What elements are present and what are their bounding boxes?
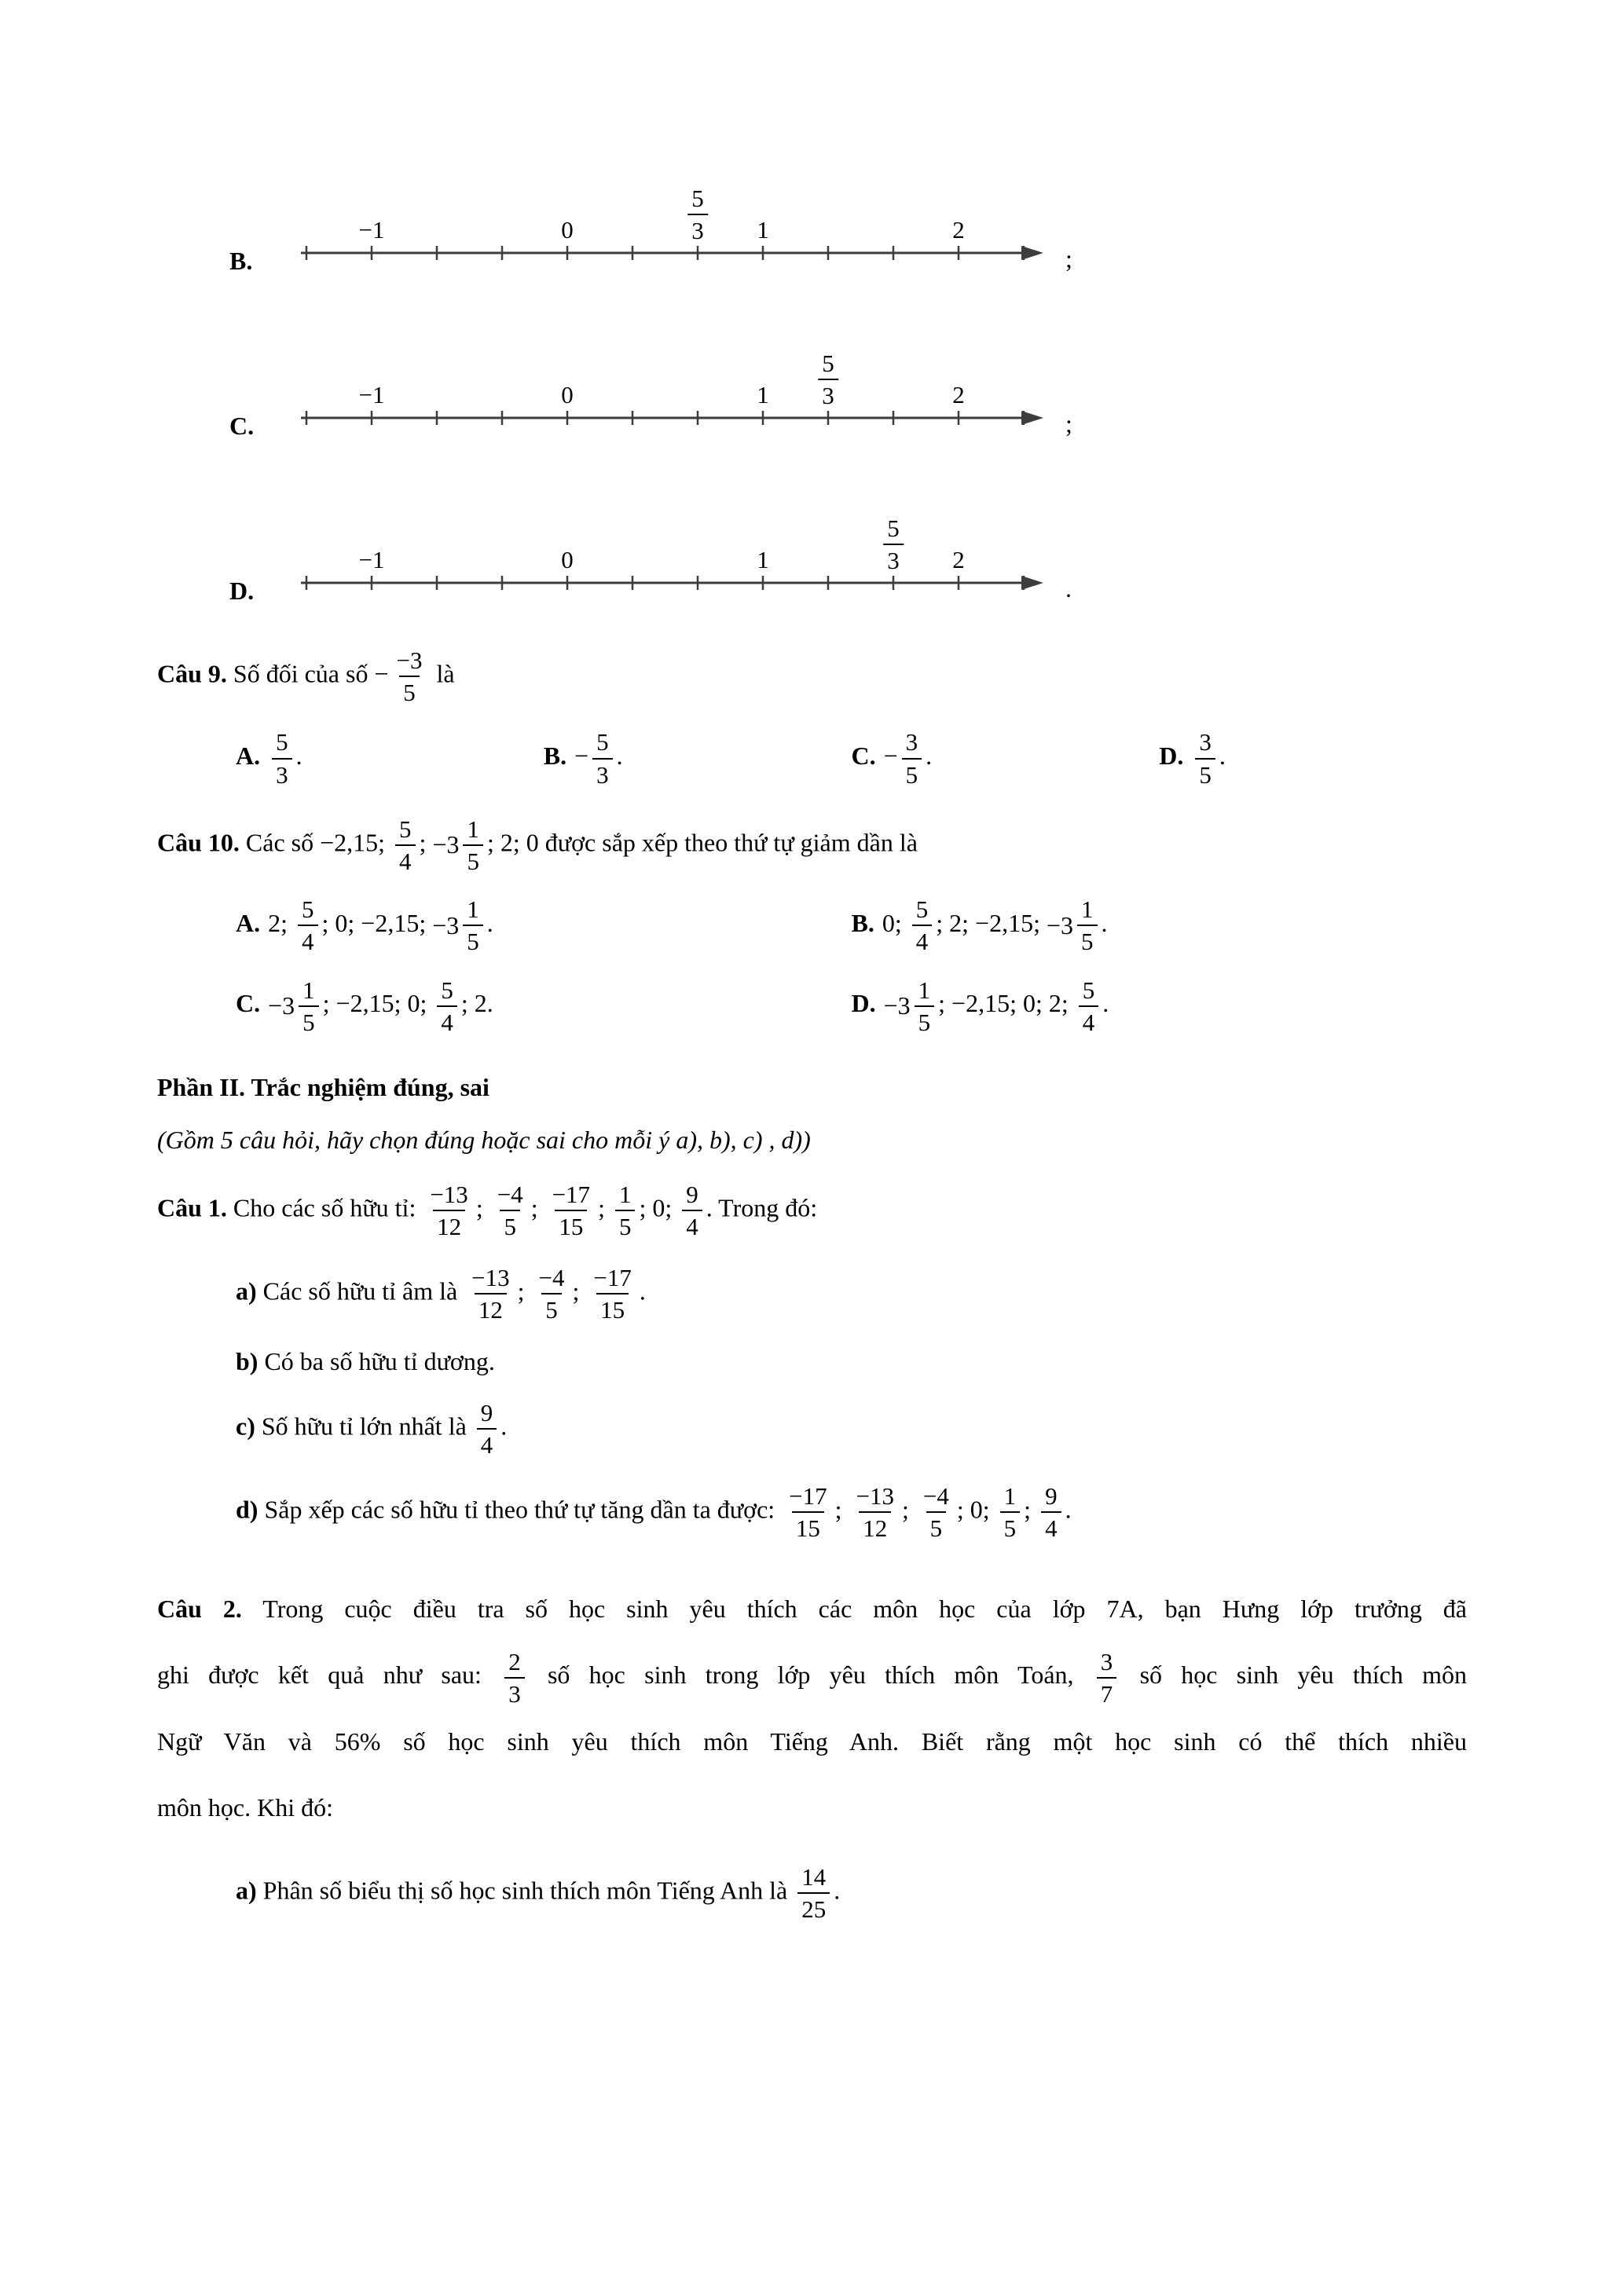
numberline-axis — [281, 152, 1051, 278]
numberline-number-label: 1 — [757, 216, 769, 244]
part2-question-1-statement-a: a) Các số hữu tỉ âm là $\frac{-13}{12}$ ; $\frac{-4}{5}$ ; $\frac{-17}{15}$ . — [236, 1264, 646, 1324]
mixed-number: −3 $\frac{1}{5}$ — [1047, 895, 1102, 956]
numberline-diagram-d — [281, 482, 1051, 608]
fraction: $\frac{3}{5}$ — [1195, 727, 1215, 789]
fraction: $\frac{-3}{5}$ — [396, 646, 423, 707]
option-label: D. — [229, 577, 255, 605]
part2-question-2-text — [157, 1576, 1467, 1840]
option-label: B. — [543, 741, 567, 770]
fraction: $\frac{2}{3}$ — [504, 1647, 525, 1708]
numberline-diagram-c — [281, 317, 1051, 443]
question-10-option-c — [236, 976, 852, 1037]
fraction: $\frac{5}{4}$ — [1079, 976, 1099, 1037]
numberline-number-label: 1 — [757, 546, 769, 573]
question-9-options — [236, 727, 1467, 789]
fraction: $\frac{-17}{15}$ — [552, 1180, 591, 1241]
question-10-text: Câu 10. Các số −2,15; $\frac{5}{4}$ ; −3 $\frac{1}{5}$ ; 2; 0 được sắp xếp theo thứ tự giảm dần là — [157, 815, 918, 875]
paragraph-line: môn học. Khi đó: — [157, 1793, 333, 1822]
fraction: $\frac{5}{3}$ — [883, 514, 904, 575]
fraction: $\frac{-17}{15}$ — [593, 1264, 632, 1324]
numberline-number-label: 2 — [952, 546, 965, 573]
fraction: $\frac{9}{4}$ — [682, 1180, 702, 1241]
option-value: −3 $\frac{1}{5}$ ; −2,15; 0; $\frac{5}{4}$ ; 2. — [268, 976, 493, 1036]
fraction: $\frac{5}{4}$ — [912, 895, 933, 956]
part2-question-1-statement-b: b) Có ba số hữu tỉ dương. — [236, 1346, 495, 1375]
part2-question-2-statement-a: a) Phân số biểu thị số học sinh thích môn Tiếng Anh là $\frac{14}{25}$ . — [236, 1863, 841, 1924]
numberline-diagram-b — [281, 152, 1051, 278]
fraction: $\frac{-17}{15}$ — [789, 1482, 827, 1543]
paragraph-line: Câu 2. Trong cuộc điều tra số học sinh yêu thích các môn học của lớp 7A, bạn Hưng lớp trưởng đã — [157, 1595, 1468, 1624]
fraction: $\frac{9}{4}$ — [477, 1398, 497, 1459]
numberline-number-label: 2 — [952, 216, 965, 244]
option-label: D. — [851, 989, 876, 1018]
option-label: C. — [229, 412, 255, 440]
question-9-option-c — [852, 727, 1160, 789]
numberline-number-label: 0 — [561, 546, 574, 573]
numberline-axis — [281, 317, 1051, 443]
numberline-number-label: −1 — [358, 216, 385, 244]
fraction: $\frac{5}{3}$ — [592, 727, 613, 789]
numberline-number-label: −1 — [358, 546, 385, 573]
option-value: − $\frac{5}{3}$ . — [574, 728, 623, 789]
fraction: $\frac{5}{3}$ — [818, 349, 838, 410]
question-9-text: Câu 9. Số đối của số − $\frac{-3}{5}$ là — [157, 646, 455, 707]
fraction: $\frac{14}{25}$ — [797, 1862, 830, 1924]
option-label: D. — [1159, 741, 1184, 770]
question-9-option-b — [544, 727, 852, 789]
option-separator: ; — [1065, 409, 1072, 438]
paragraph-line: ghi được kết quả như sau: $\frac{2}{3}$ số học sinh trong lớp yêu thích môn Toán, $\frac{3}{7}$ số học sinh yêu thích môn — [157, 1647, 1468, 1708]
option-label: C. — [851, 741, 876, 770]
mixed-number: −3 $\frac{1}{5}$ — [884, 976, 939, 1037]
option-value: 2; $\frac{5}{4}$ ; 0; −2,15; −3 $\frac{1}{5}$ . — [268, 895, 493, 956]
question-10-option-d — [852, 976, 1468, 1037]
option-separator: . — [1065, 574, 1072, 602]
numberline-option-d — [229, 481, 1467, 608]
option-separator: ; — [1065, 244, 1072, 273]
option-value: − $\frac{3}{5}$ . — [883, 728, 933, 789]
option-label: A. — [236, 741, 261, 770]
fraction: $\frac{5}{3}$ — [272, 727, 292, 789]
fraction: $\frac{1}{5}$ — [615, 1180, 636, 1241]
question-10-options-row-2 — [236, 976, 1467, 1037]
part2-question-1-statement-d: d) Sắp xếp các số hữu tỉ theo thứ tự tăng dần ta được: $\frac{-17}{15}$ ; $\frac{-13}{12}$ ; $\frac{-4}{5}$ ; 0; $\frac{1}{5}$ ; $\frac{9}{4}$ . — [236, 1482, 1072, 1543]
fraction: $\frac{9}{4}$ — [1041, 1481, 1061, 1543]
option-value: $\frac{5}{3}$ . — [268, 742, 302, 770]
question-10-option-a — [236, 895, 852, 956]
mixed-number: −3 $\frac{1}{5}$ — [268, 976, 323, 1037]
part-2-heading: Phần II. Trắc nghiệm đúng, sai — [157, 1072, 489, 1101]
numberline-number-label: 1 — [757, 381, 769, 408]
question-9-option-a — [236, 727, 544, 789]
fraction: $\frac{5}{4}$ — [437, 976, 457, 1037]
fraction: $\frac{1}{5}$ — [915, 976, 935, 1037]
fraction: $\frac{5}{4}$ — [298, 895, 318, 956]
fraction: $\frac{1}{5}$ — [1000, 1481, 1021, 1543]
fraction: $\frac{5}{4}$ — [395, 815, 416, 876]
question-9-option-d — [1159, 727, 1467, 789]
fraction: $\frac{-13}{12}$ — [856, 1482, 895, 1543]
numberline-fraction-label — [883, 514, 904, 575]
fraction: $\frac{1}{5}$ — [1077, 895, 1098, 956]
option-value: 0; $\frac{5}{4}$ ; 2; −2,15; −3 $\frac{1}{5}$ . — [882, 895, 1108, 956]
numberline-number-label: 2 — [952, 381, 965, 408]
numberline-fraction-label — [818, 349, 838, 410]
option-label: B. — [229, 247, 253, 275]
part2-question-1-statement-c: c) Số hữu tỉ lớn nhất là $\frac{9}{4}$ . — [236, 1398, 508, 1459]
numberline-number-label: −1 — [358, 381, 385, 408]
paragraph-line: Ngữ Văn và 56% số học sinh yêu thích môn Tiếng Anh. Biết rằng một học sinh có thể thích nhiều — [157, 1727, 1467, 1756]
mixed-number: −3 $\frac{1}{5}$ — [432, 815, 487, 876]
fraction: $\frac{1}{5}$ — [463, 895, 483, 956]
fraction: $\frac{-4}{5}$ — [497, 1180, 523, 1241]
numberline-option-b — [229, 151, 1467, 278]
option-label: B. — [851, 908, 874, 937]
question-10-option-b — [852, 895, 1468, 956]
fraction: $\frac{-4}{5}$ — [538, 1264, 565, 1324]
fraction: $\frac{1}{5}$ — [299, 976, 319, 1037]
part2-question-1-text: Câu 1. Cho các số hữu tỉ: $\frac{-13}{12}$ ; $\frac{-4}{5}$ ; $\frac{-17}{15}$ ; $\frac{1}{5}$ ; 0; $\frac{9}{4}$ . Trong đó: — [157, 1180, 818, 1241]
numberline-axis — [281, 482, 1051, 608]
option-value: $\frac{3}{5}$ . — [1191, 742, 1226, 770]
fraction: $\frac{3}{5}$ — [902, 727, 922, 789]
option-label: A. — [236, 908, 261, 937]
option-label: C. — [236, 989, 261, 1018]
numberline-fraction-label — [687, 184, 708, 245]
numberline-number-label: 0 — [561, 216, 574, 244]
numberline-option-c — [229, 316, 1467, 443]
fraction: $\frac{-13}{12}$ — [430, 1180, 468, 1241]
fraction: $\frac{1}{5}$ — [463, 815, 483, 876]
mixed-number: −3 $\frac{1}{5}$ — [432, 895, 487, 956]
question-10-options-row-1 — [236, 895, 1467, 956]
fraction: $\frac{-4}{5}$ — [922, 1482, 949, 1543]
fraction: $\frac{5}{3}$ — [687, 184, 708, 245]
option-value: −3 $\frac{1}{5}$ ; −2,15; 0; 2; $\frac{5}{4}$ . — [883, 976, 1109, 1036]
part-2-instructions: (Gồm 5 câu hỏi, hãy chọn đúng hoặc sai cho mỗi ý a), b), c) , d)) — [157, 1125, 811, 1154]
fraction: $\frac{3}{7}$ — [1097, 1647, 1117, 1708]
fraction: $\frac{-13}{12}$ — [471, 1264, 510, 1324]
numberline-number-label: 0 — [561, 381, 574, 408]
